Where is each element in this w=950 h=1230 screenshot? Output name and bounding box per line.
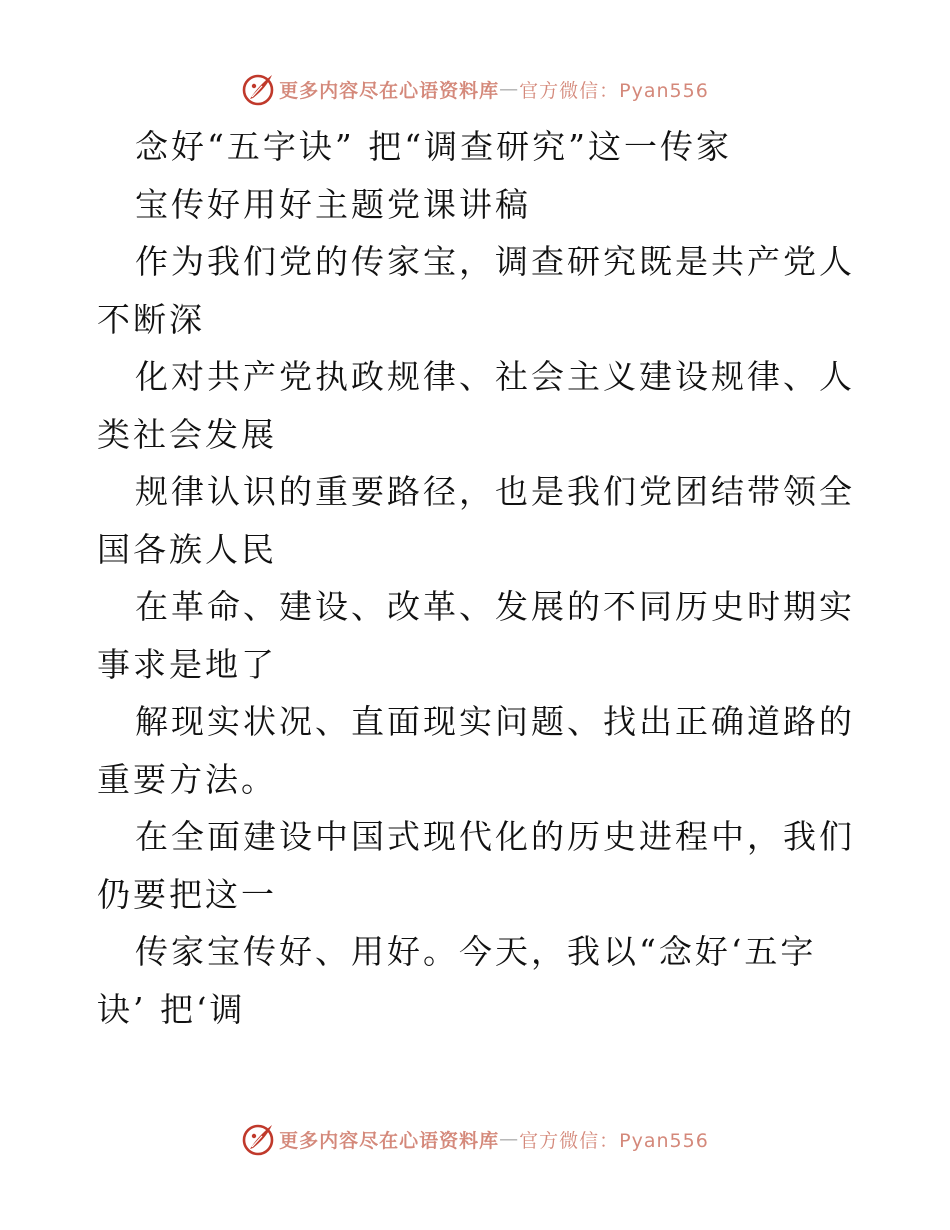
body-paragraph: 解现实状况、直面现实问题、找出正确道路的重要方法。 [97,702,855,799]
header-banner [0,71,950,107]
banner-wechat-text: 官方微信：Pyan556 [519,1129,709,1152]
body-paragraph: 在全面建设中国式现代化的历史进程中，我们仍要把这一 [97,817,855,914]
body-paragraph: 作为我们党的传家宝，调查研究既是共产党人不断深 [97,242,855,339]
banner-lead-text: 更多内容尽在心语资料库 [279,79,500,102]
quill-pen-logo-icon [241,72,275,106]
footer-banner [0,1121,950,1157]
body-paragraph: 规律认识的重要路径，也是我们党团结带领全国各族人民 [97,472,855,569]
body-paragraph: 在革命、建设、改革、发展的不同历史时期实事求是地了 [97,587,855,684]
title-line-1: 念好“五字诀” 把“调查研究”这一传家 [135,127,732,166]
banner-dash: — [499,78,520,100]
document-body [97,118,857,1038]
body-paragraph: 传家宝传好、用好。今天，我以“念好‘五字诀’ 把‘调 [97,932,817,1029]
banner-wechat-text: 官方微信：Pyan556 [519,79,709,102]
banner-dash: — [499,1128,520,1150]
quill-pen-logo-icon [241,1122,275,1156]
title-line-2: 宝传好用好主题党课讲稿 [135,184,531,224]
body-paragraph: 化对共产党执政规律、社会主义建设规律、人类社会发展 [97,357,855,454]
banner-lead-text: 更多内容尽在心语资料库 [279,1129,500,1152]
